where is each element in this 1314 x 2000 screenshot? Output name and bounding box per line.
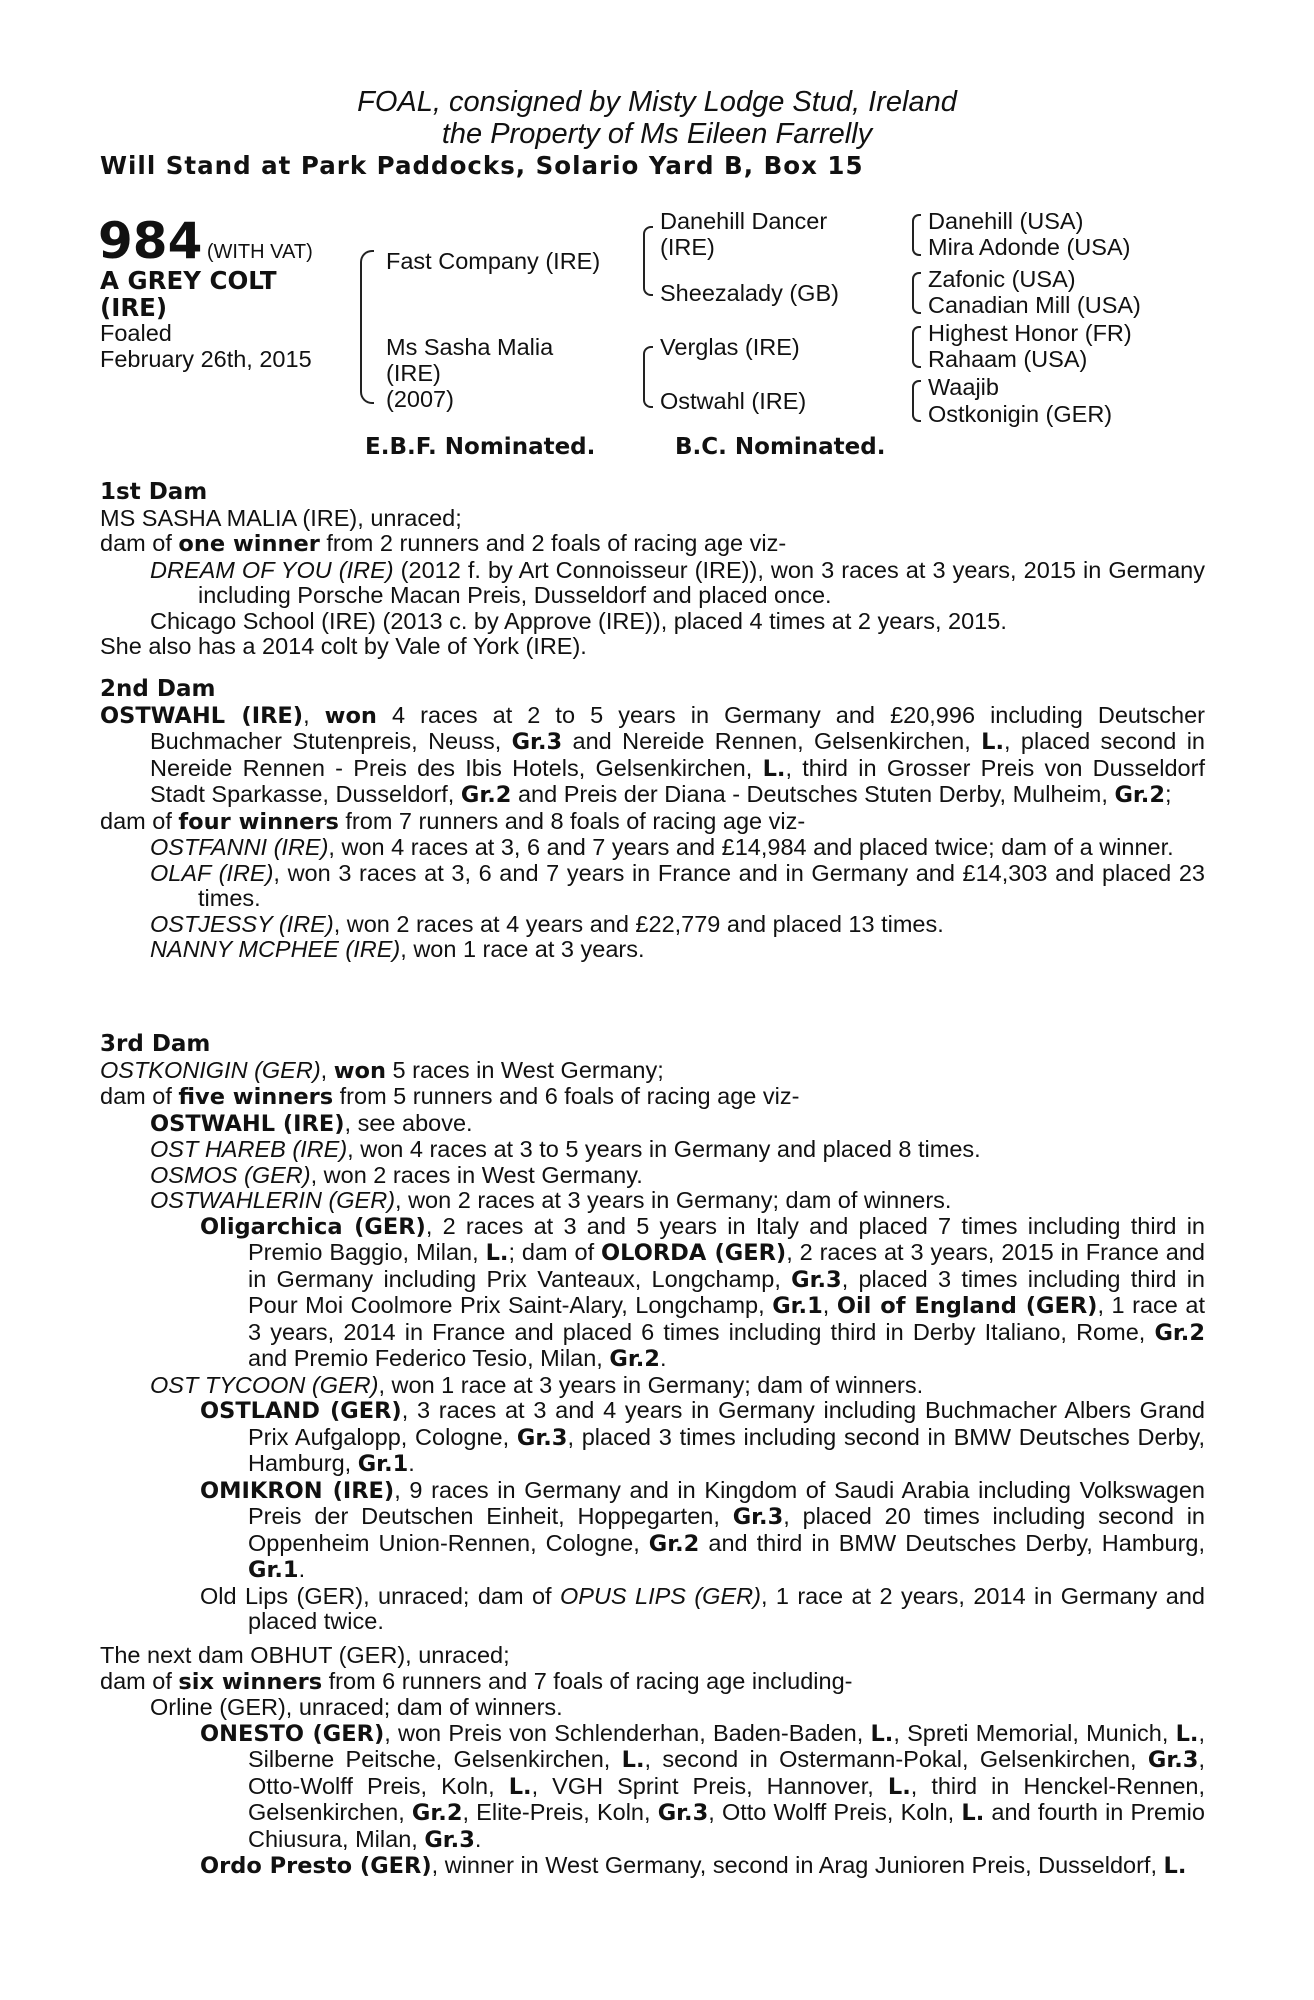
- produce-entry: Old Lips (GER), unraced; dam of OPUS LIPS (GER), 1 race at 2 years, 2014 in Germany and placed twice.: [200, 1582, 1205, 1634]
- ebf-nominated: E.B.F. Nominated.: [365, 434, 596, 460]
- produce-entry: OSTFANNI (IRE), won 4 races at 3, 6 and 7 years and £14,984 and placed twice; dam of a winner.: [150, 834, 1174, 860]
- produce-entry: OLAF (IRE), won 3 races at 3, 6 and 7 years in France and in Germany and £14,303 and placed 23 times.: [150, 859, 1205, 911]
- header-consignor: FOAL, consigned by Misty Lodge Stud, Ireland: [357, 86, 957, 118]
- produce-entry: OSTLAND (GER), 3 races at 3 and 4 years in Germany including Buchmacher Albers Grand Prix Aufgalopp, Cologne, Gr.3, placed 3 times including second in BMW Deutsches Derby, Hamburg, Gr.1.: [200, 1397, 1206, 1477]
- granddam-1: Mira Adonde (USA): [928, 234, 1131, 260]
- lot-country: (IRE): [100, 293, 168, 322]
- bc-nominated: B.C. Nominated.: [675, 434, 886, 460]
- foaled-date: February 26th, 2015: [100, 346, 312, 372]
- sire-dam: Sheezalady (GB): [660, 280, 839, 306]
- dam-country: (IRE): [386, 360, 441, 386]
- produce-entry: OMIKRON (IRE), 9 races in Germany and in Kingdom of Saudi Arabia including Volkswagen Preis der Deutschen Einheit, Hoppegarten, Gr.3, placed 20 times including second in Oppenheim Union-Rennen, Cologne, Gr.2 and third in BMW Deutsches Derby, Hamburg, Gr.1.: [200, 1476, 1205, 1583]
- grandsire-1: Danehill (USA): [928, 208, 1084, 234]
- lot-number: 984: [98, 212, 203, 270]
- section-heading: 1st Dam: [100, 479, 208, 505]
- dam-sire: Verglas (IRE): [660, 334, 800, 360]
- header-stand: Will Stand at Park Paddocks, Solario Yard B, Box 15: [100, 151, 864, 180]
- vat-label: (WITH VAT): [206, 241, 313, 263]
- section-heading: 3rd Dam: [100, 1031, 211, 1057]
- dam-record: OSTKONIGIN (GER), won 5 races in West Germany;: [100, 1056, 664, 1084]
- produce-entry: OST TYCOON (GER), won 1 race at 3 years in Germany; dam of winners.: [150, 1371, 924, 1398]
- produce-summary: dam of six winners from 6 runners and 7 foals of racing age including-: [100, 1667, 853, 1695]
- granddam-3: Rahaam (USA): [928, 346, 1088, 372]
- produce-entry: OSTJESSY (IRE), won 2 races at 4 years and £22,779 and placed 13 times.: [150, 910, 944, 937]
- second-dam-section: [100, 677, 1205, 963]
- produce-entry: Chicago School (IRE) (2013 c. by Approve (IRE)), placed 4 times at 2 years, 2015.: [150, 607, 1007, 634]
- bracket-g2: [912, 272, 921, 314]
- dam-line: MS SASHA MALIA (IRE), unraced;: [100, 504, 462, 531]
- granddam-4: Ostkonigin (GER): [928, 401, 1113, 427]
- foaled-label: Foaled: [100, 320, 172, 346]
- bracket-sire-line: [643, 226, 653, 296]
- lot-number-line: [98, 212, 313, 270]
- bracket-g4: [912, 380, 921, 422]
- grandsire-2: Zafonic (USA): [928, 266, 1076, 292]
- produce-summary: dam of five winners from 5 runners and 6 foals of racing age viz-: [100, 1083, 800, 1110]
- produce-entry: ONESTO (GER), won Preis von Schlenderhan, Baden-Baden, L., Spreti Memorial, Munich, L., Silberne Peitsche, Gelsenkirchen, L., second in Ostermann-Pokal, Gelsenkirchen, Gr.3, Otto-Wolff Preis, Koln, L., VGH Sprint Preis, Hannover, L., third in Henckel-Rennen, Gelsenkirchen, Gr.2, Elite-Preis, Koln, Gr.3, Otto Wolff Preis, Koln, L. and fourth in Premio Chiusura, Milan, Gr.3.: [200, 1719, 1205, 1853]
- section-heading: 2nd Dam: [100, 676, 216, 702]
- sire: Fast Company (IRE): [386, 248, 601, 274]
- granddam-2: Canadian Mill (USA): [928, 292, 1141, 318]
- produce-note: She also has a 2014 colt by Vale of York (IRE).: [100, 633, 587, 659]
- produce-summary: dam of four winners from 7 runners and 8 foals of racing age viz-: [100, 807, 806, 835]
- bracket-g3: [912, 326, 921, 368]
- header-property: the Property of Ms Eileen Farrelly: [441, 118, 873, 150]
- produce-entry: Oligarchica (GER), 2 races at 3 and 5 years in Italy and placed 7 times including third in Premio Baggio, Milan, L.; dam of OLORDA (GER), 2 races at 3 years, 2015 in France and in Germany including Prix Vanteaux, Longchamp, Gr.3, placed 3 times including third in Pour Moi Coolmore Prix Saint-Alary, Longchamp, Gr.1, Oil of England (GER), 1 race at 3 years, 2014 in France and placed 6 times including third in Derby Italiano, Rome, Gr.2 and Premio Federico Tesio, Milan, Gr.2.: [200, 1212, 1206, 1372]
- dam-name: Ms Sasha Malia: [386, 334, 554, 360]
- produce-entry: OSTWAHL (IRE), see above.: [150, 1109, 473, 1137]
- produce-entry: Orline (GER), unraced; dam of winners.: [150, 1694, 563, 1720]
- bracket-g1: [912, 214, 921, 256]
- produce-entry: NANNY MCPHEE (IRE), won 1 race at 3 years.: [150, 936, 645, 962]
- produce-entry: OSTWAHLERIN (GER), won 2 races at 3 years in Germany; dam of winners.: [150, 1187, 952, 1213]
- grandsire-4: Waajib: [928, 374, 999, 400]
- sire-sire-name: Danehill Dancer: [660, 208, 828, 234]
- lot-description: A GREY COLT: [100, 266, 277, 295]
- produce-entry: DREAM OF YOU (IRE) (2012 f. by Art Connoisseur (IRE)), won 3 races at 3 years, 2015 in Germany including Porsche Macan Preis, Dusseldorf and placed once.: [150, 556, 1205, 608]
- produce-entry: OST HAREB (IRE), won 4 races at 3 to 5 years in Germany and placed 8 times.: [150, 1136, 981, 1162]
- dam-year: (2007): [386, 386, 454, 412]
- grandsire-3: Highest Honor (FR): [928, 320, 1132, 346]
- dam-record: OSTWAHL (IRE), won 4 races at 2 to 5 years in Germany and £20,996 including Deutscher Buchmacher Stutenpreis, Neuss, Gr.3 and Nereide Rennen, Gelsenkirchen, L., placed second in Nereide Rennen - Preis des Ibis Hotels, Gelsenkirchen, L., third in Grosser Preis von Dusseldorf Stadt Sparkasse, Dusseldorf, Gr.2 and Preis der Diana - Deutsches Stuten Derby, Mulheim, Gr.2;: [100, 701, 1205, 808]
- dam-line: The next dam OBHUT (GER), unraced;: [100, 1642, 510, 1668]
- produce-summary: dam of one winner from 2 runners and 2 foals of racing age viz-: [100, 530, 787, 557]
- bracket-sire-dam: [360, 250, 374, 404]
- produce-entry: OSMOS (GER), won 2 races in West Germany.: [150, 1161, 643, 1188]
- next-dam-section: [100, 1643, 1205, 1880]
- produce-entry: Ordo Presto (GER), winner in West Germany, second in Arag Junioren Preis, Dusseldorf, L.: [200, 1852, 1187, 1879]
- sire-sire-country: (IRE): [660, 234, 715, 260]
- first-dam-section: [100, 480, 1205, 660]
- bracket-dam-line: [643, 346, 653, 408]
- third-dam-section: [100, 1032, 1205, 1635]
- dam-dam: Ostwahl (IRE): [660, 388, 807, 414]
